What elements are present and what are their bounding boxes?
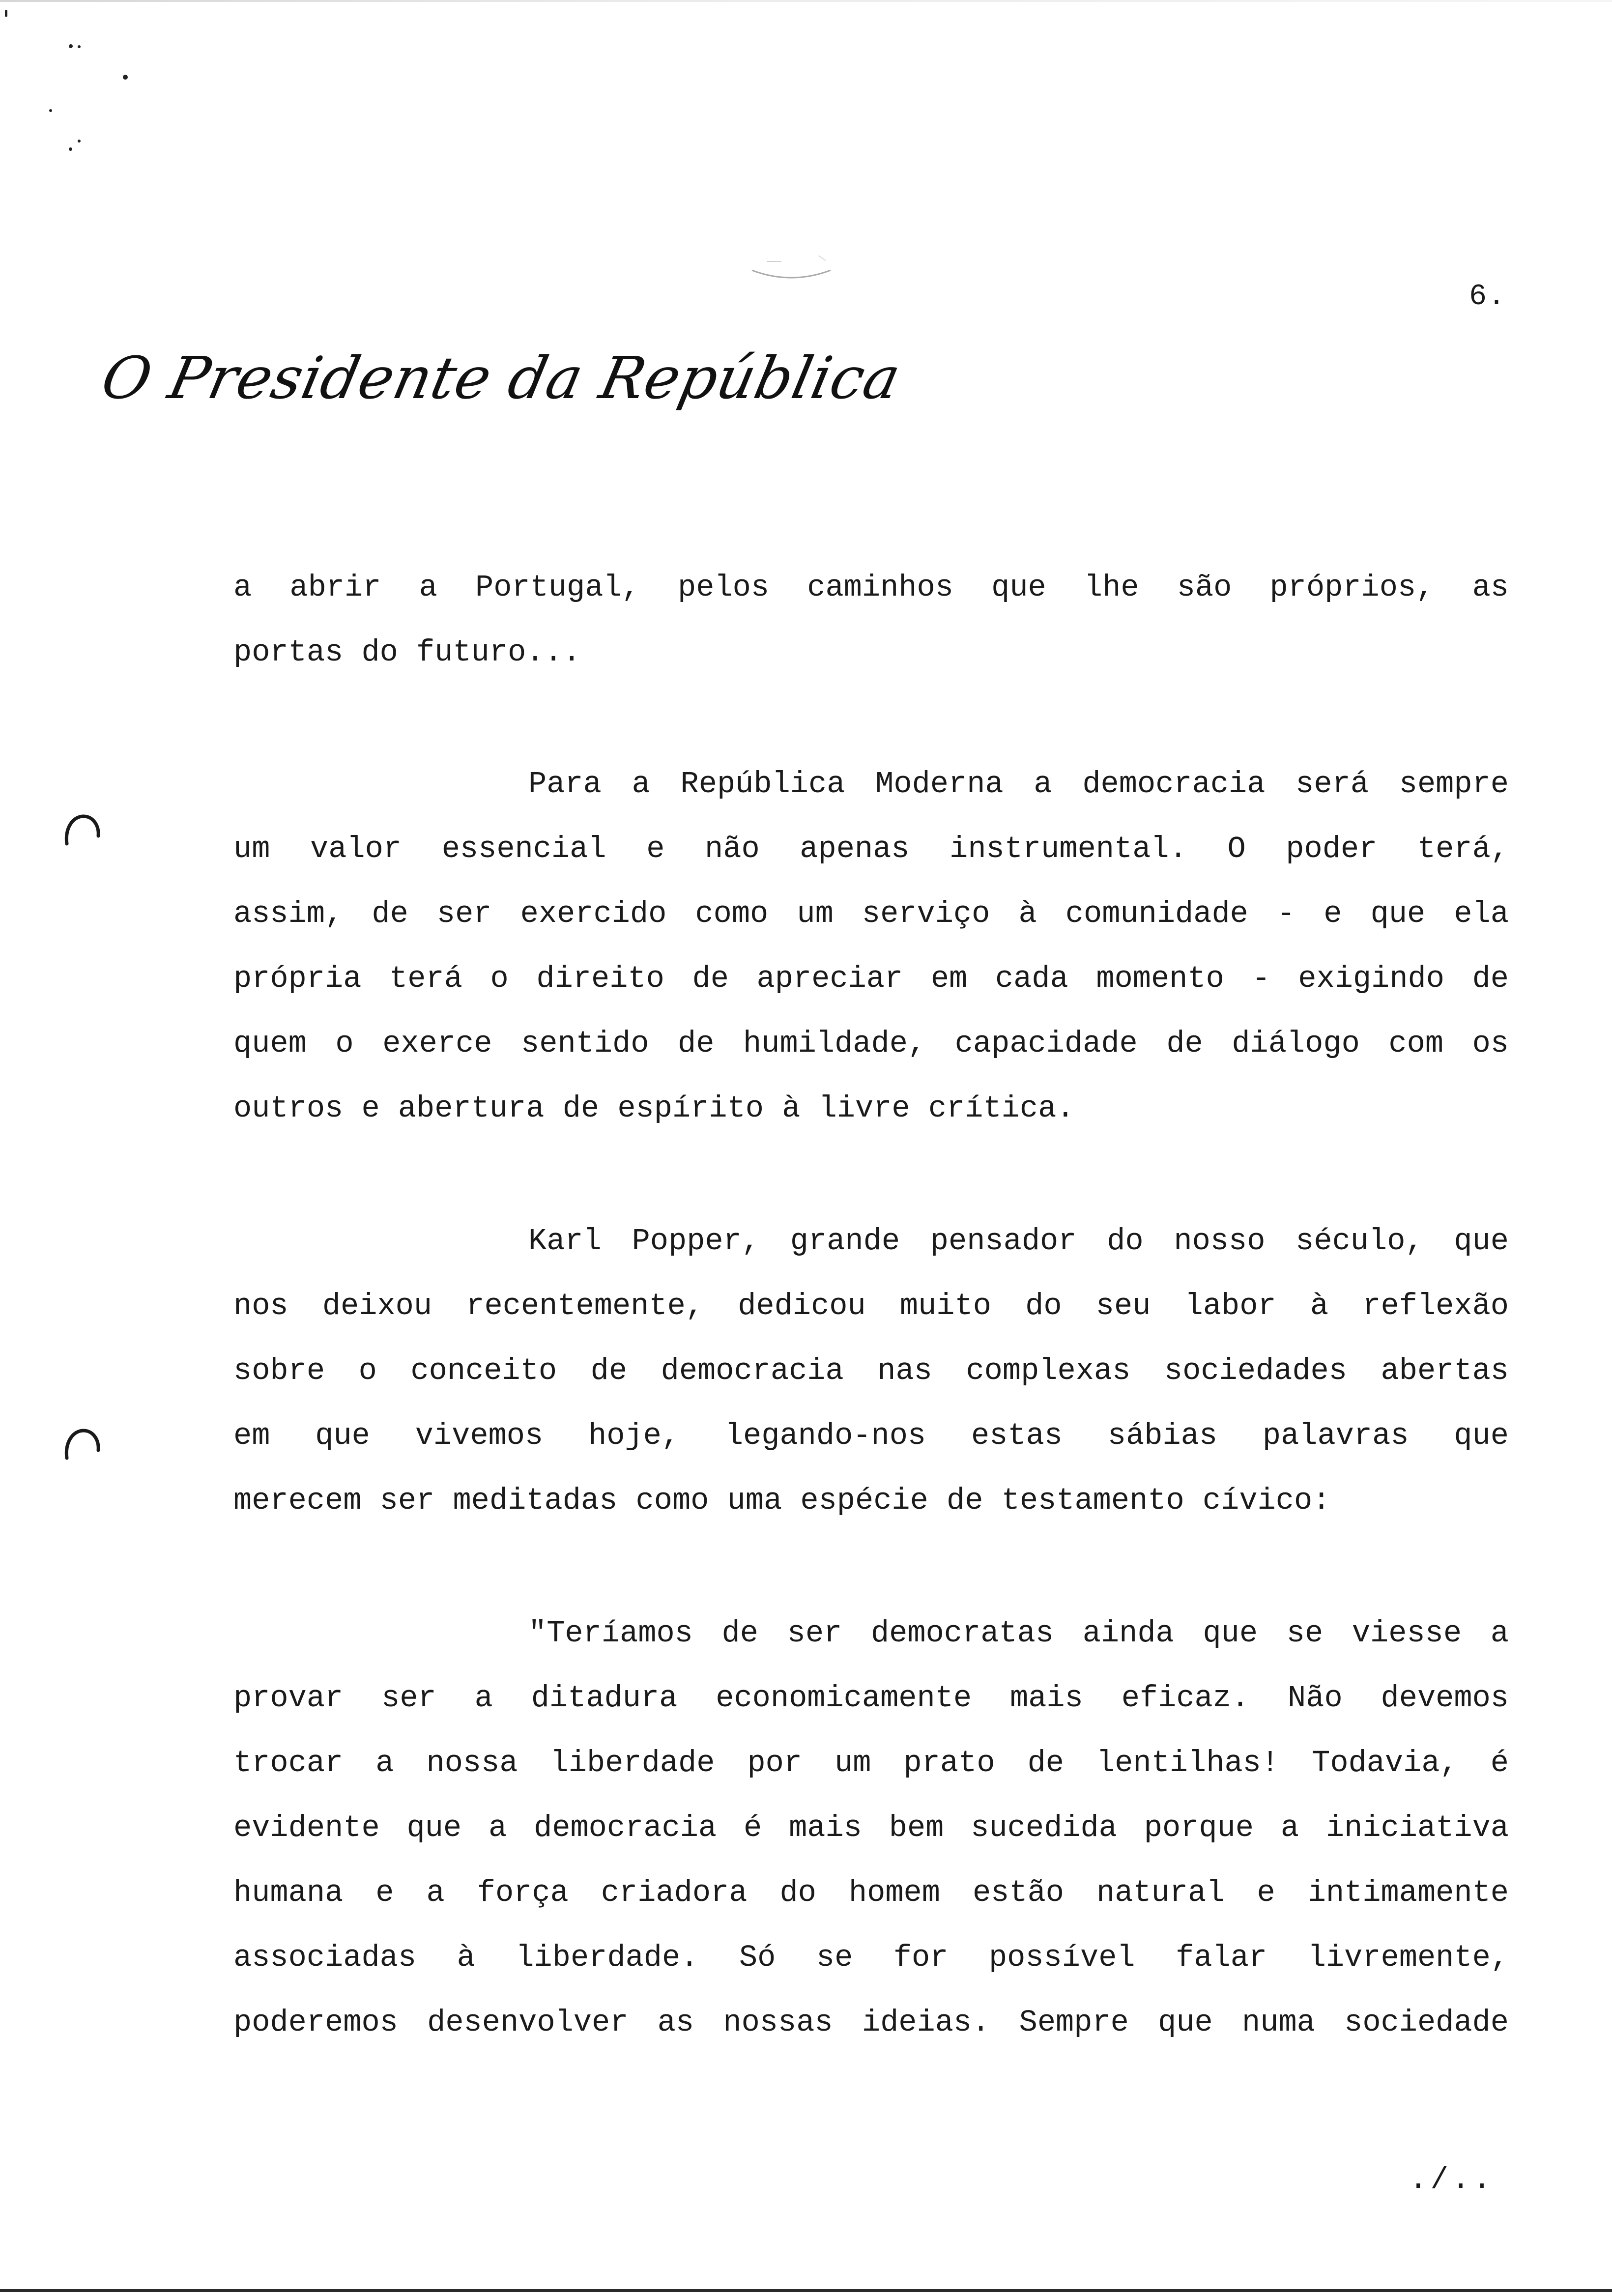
text-line: sobre o conceito de democracia nas complexas sociedades abertas [233, 1353, 1509, 1388]
text-line: própria terá o direito de apreciar em cada momento - exigindo de [233, 961, 1509, 996]
text-line: nos deixou recentemente, dedicou muito do seu labor à reflexão [233, 1289, 1509, 1323]
scan-speck [69, 44, 73, 48]
text-line: portas do futuro... [233, 635, 581, 670]
scan-top-edge [0, 0, 1612, 2]
scan-speck [69, 147, 72, 151]
letterhead-presidente-da-republica: O Presidente da República [96, 344, 907, 412]
text-line: associadas à liberdade. Só se for possível falar livremente, [233, 1940, 1509, 1975]
text-line: humana e a força criadora do homem estão natural e intimamente [233, 1875, 1509, 1910]
faint-scan-mark [747, 256, 845, 300]
scan-speck [78, 140, 81, 143]
text-line: a abrir a Portugal, pelos caminhos que lhe são próprios, as [233, 570, 1509, 605]
text-line: em que vivemos hoje, legando-nos estas sábias palavras que [233, 1418, 1509, 1453]
text-line: Para a República Moderna a democracia será sempre [528, 767, 1509, 802]
continuation-mark: ./.. [1409, 2162, 1494, 2197]
text-line: merecem ser meditadas como uma espécie de testamento cívico: [233, 1483, 1331, 1518]
text-line: assim, de ser exercido como um serviço à comunidade - e que ela [233, 896, 1509, 931]
page-number: 6. [1468, 280, 1506, 314]
text-line: provar ser a ditadura economicamente mais eficaz. Não devemos [233, 1681, 1509, 1716]
text-line: um valor essencial e não apenas instrumental. O poder terá, [233, 832, 1509, 866]
text-line: poderemos desenvolver as nossas ideias. Sempre que numa sociedade [233, 2005, 1509, 2040]
scan-speck [5, 10, 7, 17]
text-line: "Teríamos de ser democratas ainda que se viesse a [528, 1616, 1509, 1651]
text-line: quem o exerce sentido de humildade, capacidade de diálogo com os [233, 1026, 1509, 1061]
text-line: evidente que a democracia é mais bem sucedida porque a iniciativa [233, 1810, 1509, 1845]
punch-hole-mark [63, 813, 101, 848]
text-line: trocar a nossa liberdade por um prato de lentilhas! Todavia, é [233, 1746, 1509, 1780]
scan-speck [78, 45, 81, 48]
punch-hole-mark [63, 1428, 101, 1462]
text-line: Karl Popper, grande pensador do nosso século, que [528, 1224, 1509, 1259]
scan-bottom-edge [0, 2289, 1612, 2292]
scan-speck [49, 109, 52, 112]
scan-speck [123, 75, 128, 80]
text-line: outros e abertura de espírito à livre crítica. [233, 1091, 1075, 1126]
